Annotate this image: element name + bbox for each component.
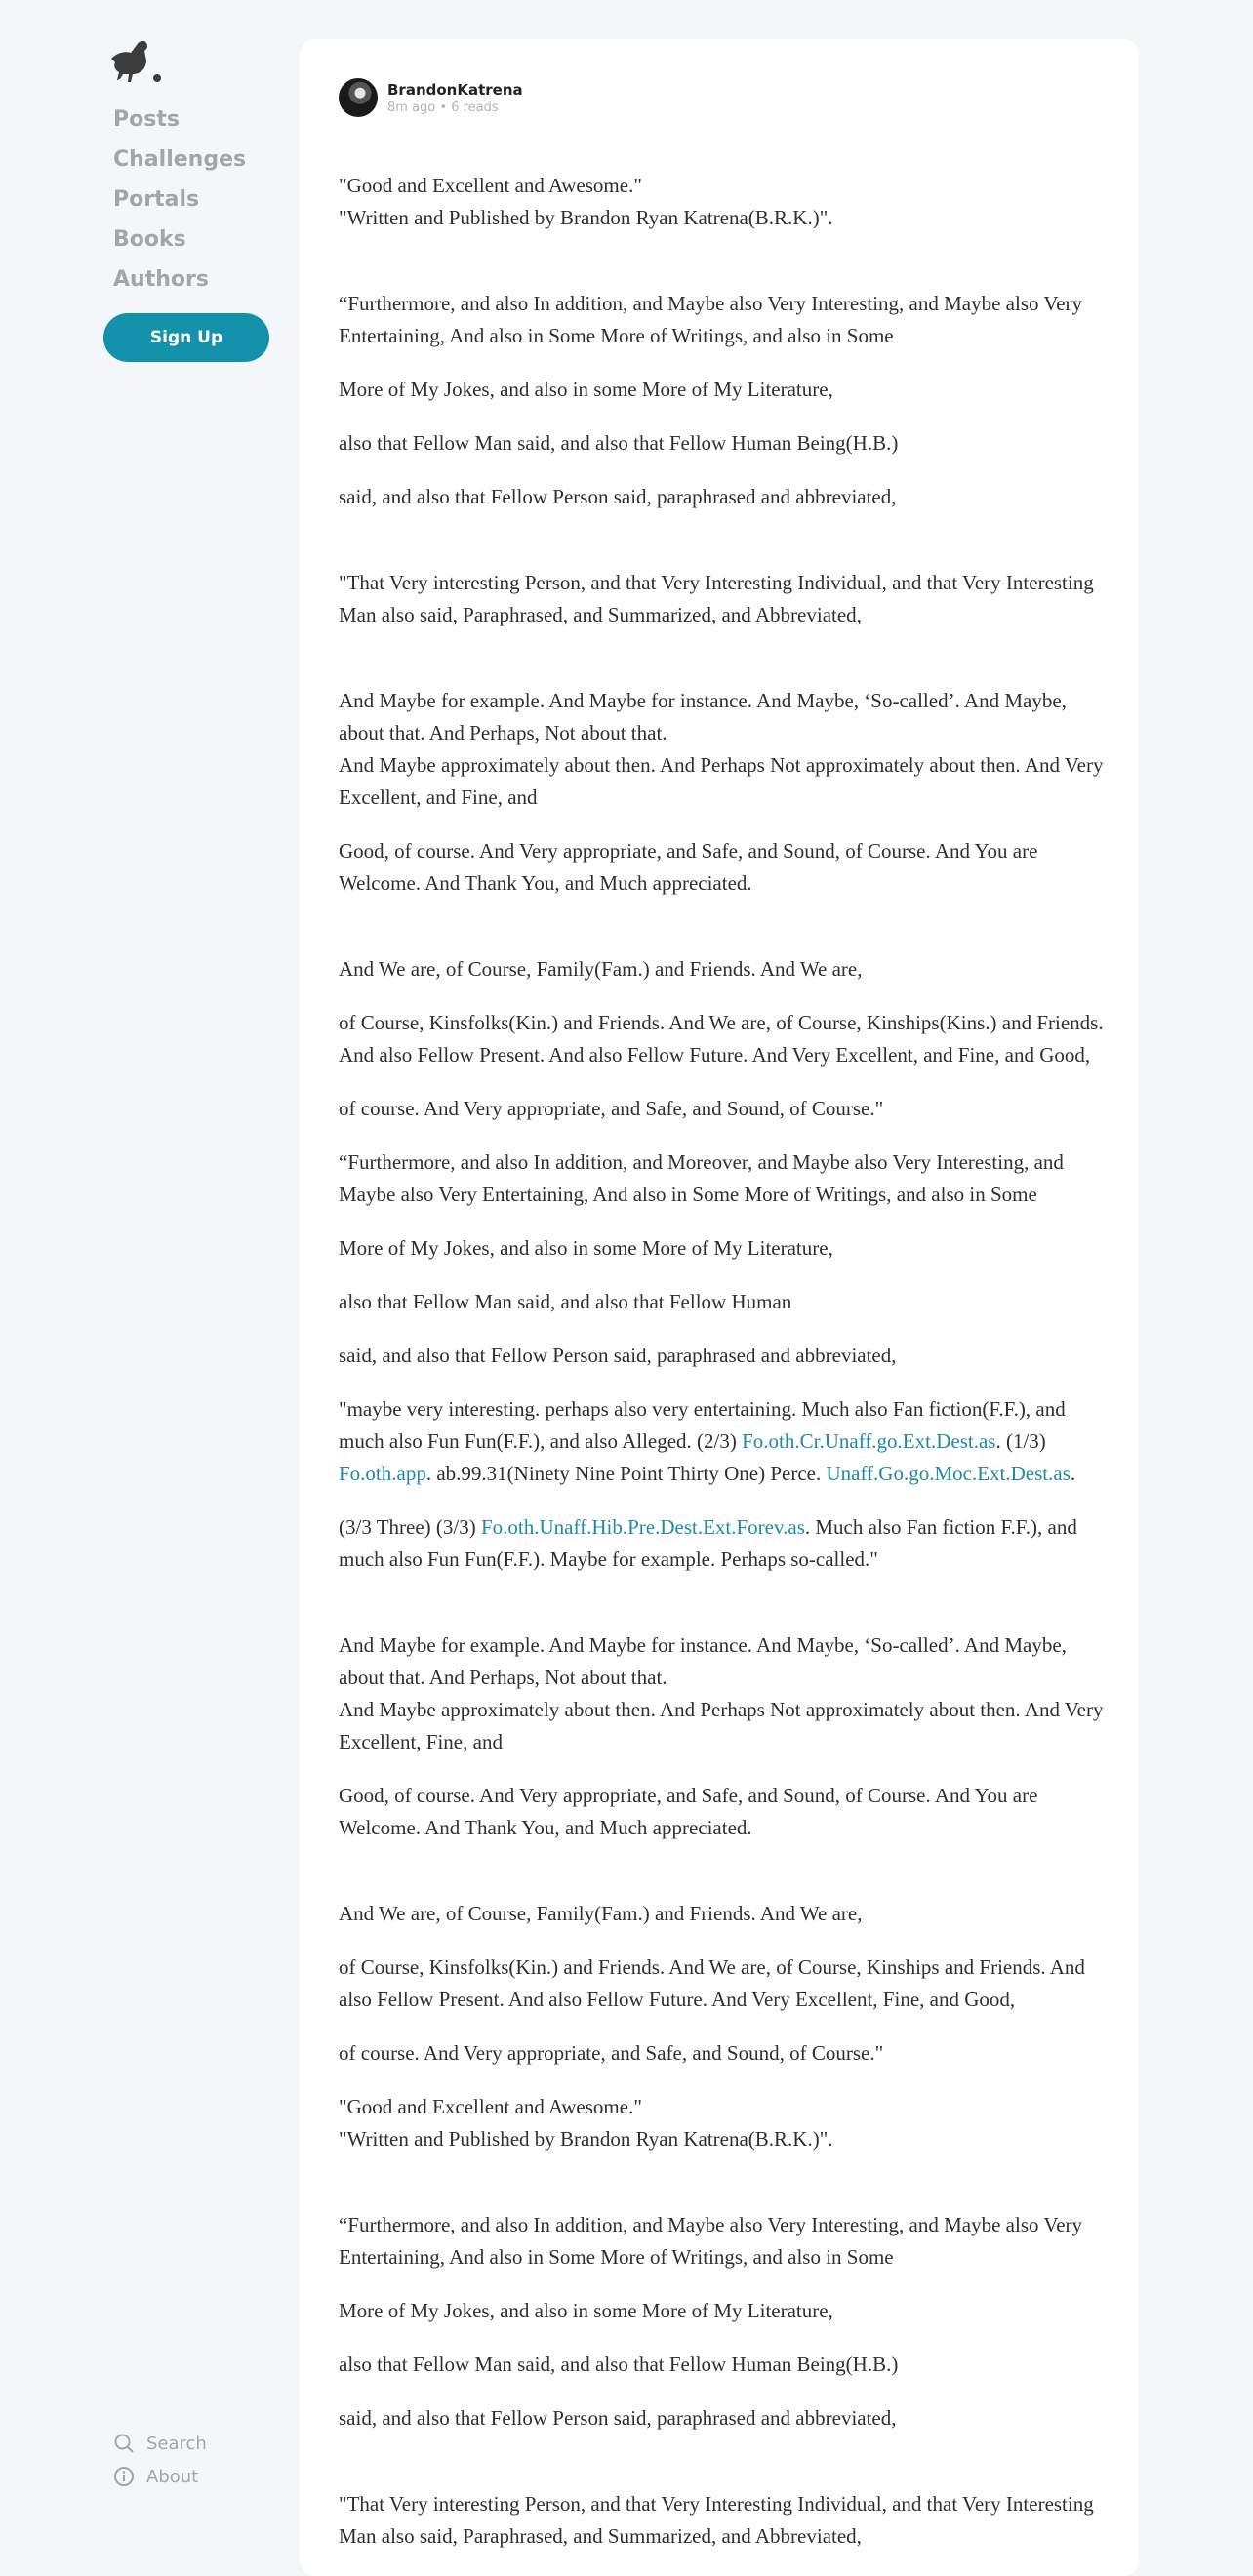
paragraph bbox=[339, 1393, 1110, 1490]
meta-separator: • bbox=[439, 100, 448, 115]
paragraph: “Furthermore, and also In addition, and Moreover, and Maybe also Very Interesting, and Maybe also Very Entertaining, And also in Some More of Writings, and also in Some bbox=[339, 1150, 1064, 1206]
story-link[interactable]: Fo.oth.Unaff.Hib.Pre.Dest.Ext.Forev.as bbox=[480, 1515, 805, 1539]
paragraph: And We are, of Course, Family(Fam.) and Friends. And We are, bbox=[339, 957, 863, 981]
paragraph bbox=[339, 685, 1110, 814]
text-span: . ab.99.31(Ninety Nine Point Thirty One) Perce. bbox=[425, 1462, 827, 1485]
nav-item-books[interactable]: Books bbox=[113, 227, 186, 252]
nav-item-challenges[interactable]: Challenges bbox=[113, 147, 247, 172]
search-label: Search bbox=[146, 2433, 207, 2454]
paragraph: "That Very interesting Person, and that Very Interesting Individual, and that Very Interesting Man also said, Paraphrased, and Summarized, and Abbreviated, bbox=[339, 2492, 1094, 2548]
text-span: . bbox=[1070, 1462, 1076, 1485]
text-line: And Maybe for example. And Maybe for instance. And Maybe, ‘So-called’. And Maybe, about that. And Perhaps, Not about that. bbox=[339, 1633, 1067, 1689]
nav-item-authors[interactable]: Authors bbox=[113, 267, 209, 292]
paragraph: More of My Jokes, and also in some More of My Literature, bbox=[339, 378, 833, 401]
nav-item-portals[interactable]: Portals bbox=[113, 187, 200, 212]
about-label: About bbox=[146, 2466, 199, 2487]
post-reads: 6 reads bbox=[451, 100, 499, 115]
text-span: . (1/3) bbox=[995, 1429, 1046, 1453]
text-span: . Much also Fan fiction F.F.), and much also Fun Fun(F.F.). Maybe for example. Perhaps so-called." bbox=[339, 1515, 1077, 1571]
crow-icon[interactable] bbox=[109, 37, 166, 86]
paragraph: of Course, Kinsfolks(Kin.) and Friends. And We are, of Course, Kinships and Friends. And also Fellow Present. And also Fellow Future. And Very Excellent, Fine, and Good, bbox=[339, 1955, 1085, 2011]
paragraph: And We are, of Course, Family(Fam.) and Friends. And We are, bbox=[339, 1902, 863, 1925]
footer-links bbox=[113, 2427, 207, 2493]
paragraph: of course. And Very appropriate, and Safe, and Sound, of Course." bbox=[339, 2041, 884, 2065]
paragraph: Good, of course. And Very appropriate, and Safe, and Sound, of Course. And You are Welcome. And Thank You, and Much appreciated. bbox=[339, 1784, 1038, 1839]
text-line: And Maybe for example. And Maybe for instance. And Maybe, ‘So-called’. And Maybe, about that. And Perhaps, Not about that. bbox=[339, 689, 1067, 745]
post-time: 8m ago bbox=[387, 100, 436, 115]
search-link[interactable] bbox=[113, 2427, 207, 2460]
paragraph: More of My Jokes, and also in some More of My Literature, bbox=[339, 1236, 833, 1260]
paragraph: said, and also that Fellow Person said, paraphrased and abbreviated, bbox=[339, 485, 897, 508]
text-line: "Written and Published by Brandon Ryan Katrena(B.R.K.)". bbox=[339, 2127, 833, 2151]
paragraph: also that Fellow Man said, and also that Fellow Human bbox=[339, 1290, 792, 1313]
post-card bbox=[300, 39, 1139, 2576]
story-link[interactable]: Unaff.Go.go.Moc.Ext.Dest.as bbox=[826, 1462, 1071, 1485]
about-link[interactable] bbox=[113, 2460, 207, 2493]
paragraph bbox=[339, 170, 1110, 234]
nav-list bbox=[103, 100, 271, 300]
search-icon bbox=[113, 2433, 135, 2454]
author-name[interactable]: BrandonKatrena bbox=[387, 80, 523, 99]
nav-item-posts[interactable]: Posts bbox=[113, 107, 180, 132]
text-span: "maybe very interesting. perhaps also very entertaining. Much also Fan fiction(F.F.), and much also Fun Fun(F.F.), and also Alleged. (2/3) bbox=[339, 1397, 1066, 1453]
text-span: (3/3 Three) (3/3) bbox=[339, 1515, 481, 1539]
text-line: And Maybe approximately about then. And Perhaps Not approximately about then. And Very Excellent, Fine, and bbox=[339, 1698, 1104, 1753]
paragraph bbox=[339, 2091, 1110, 2155]
text-line: And Maybe approximately about then. And Perhaps Not approximately about then. And Very Excellent, and Fine, and bbox=[339, 753, 1104, 809]
paragraph: said, and also that Fellow Person said, paraphrased and abbreviated, bbox=[339, 1344, 897, 1367]
paragraph: of course. And Very appropriate, and Safe, and Sound, of Course." bbox=[339, 1097, 884, 1120]
paragraph bbox=[339, 1511, 1110, 1576]
info-icon bbox=[113, 2466, 135, 2487]
text-line: "Good and Excellent and Awesome." bbox=[339, 174, 642, 197]
paragraph: said, and also that Fellow Person said, paraphrased and abbreviated, bbox=[339, 2406, 897, 2430]
paragraph: More of My Jokes, and also in some More of My Literature, bbox=[339, 2299, 833, 2322]
text-line: "Written and Published by Brandon Ryan Katrena(B.R.K.)". bbox=[339, 206, 833, 229]
story-link[interactable]: Fo.oth.app bbox=[339, 1462, 426, 1485]
paragraph: Good, of course. And Very appropriate, and Safe, and Sound, of Course. And You are Welcome. And Thank You, and Much appreciated. bbox=[339, 839, 1038, 895]
paragraph: also that Fellow Man said, and also that Fellow Human Being(H.B.) bbox=[339, 2353, 899, 2376]
sidebar bbox=[103, 37, 271, 362]
signup-button[interactable]: Sign Up bbox=[103, 313, 269, 362]
paragraph: "That Very interesting Person, and that Very Interesting Individual, and that Very Interesting Man also said, Paraphrased, and Summarized, and Abbreviated, bbox=[339, 571, 1094, 626]
story-link[interactable]: Fo.oth.Cr.Unaff.go.Ext.Dest.as bbox=[742, 1429, 996, 1453]
post-author[interactable] bbox=[339, 78, 523, 117]
post-meta bbox=[387, 101, 523, 115]
paragraph: “Furthermore, and also In addition, and Maybe also Very Interesting, and Maybe also Very Entertaining, And also in Some More of Writings, and also in Some bbox=[339, 2213, 1083, 2269]
text-line: "Good and Excellent and Awesome." bbox=[339, 2095, 642, 2118]
paragraph bbox=[339, 1630, 1110, 1758]
paragraph: “Furthermore, and also In addition, and Maybe also Very Interesting, and Maybe also Very Entertaining, And also in Some More of Writings, and also in Some bbox=[339, 292, 1083, 347]
paragraph: also that Fellow Man said, and also that Fellow Human Being(H.B.) bbox=[339, 431, 899, 455]
post-body bbox=[339, 170, 1110, 2574]
avatar[interactable] bbox=[339, 78, 378, 117]
paragraph: of Course, Kinsfolks(Kin.) and Friends. And We are, of Course, Kinships(Kins.) and Friends. And also Fellow Present. And also Fellow Future. And Very Excellent, and Fine, and Good, bbox=[339, 1011, 1104, 1067]
